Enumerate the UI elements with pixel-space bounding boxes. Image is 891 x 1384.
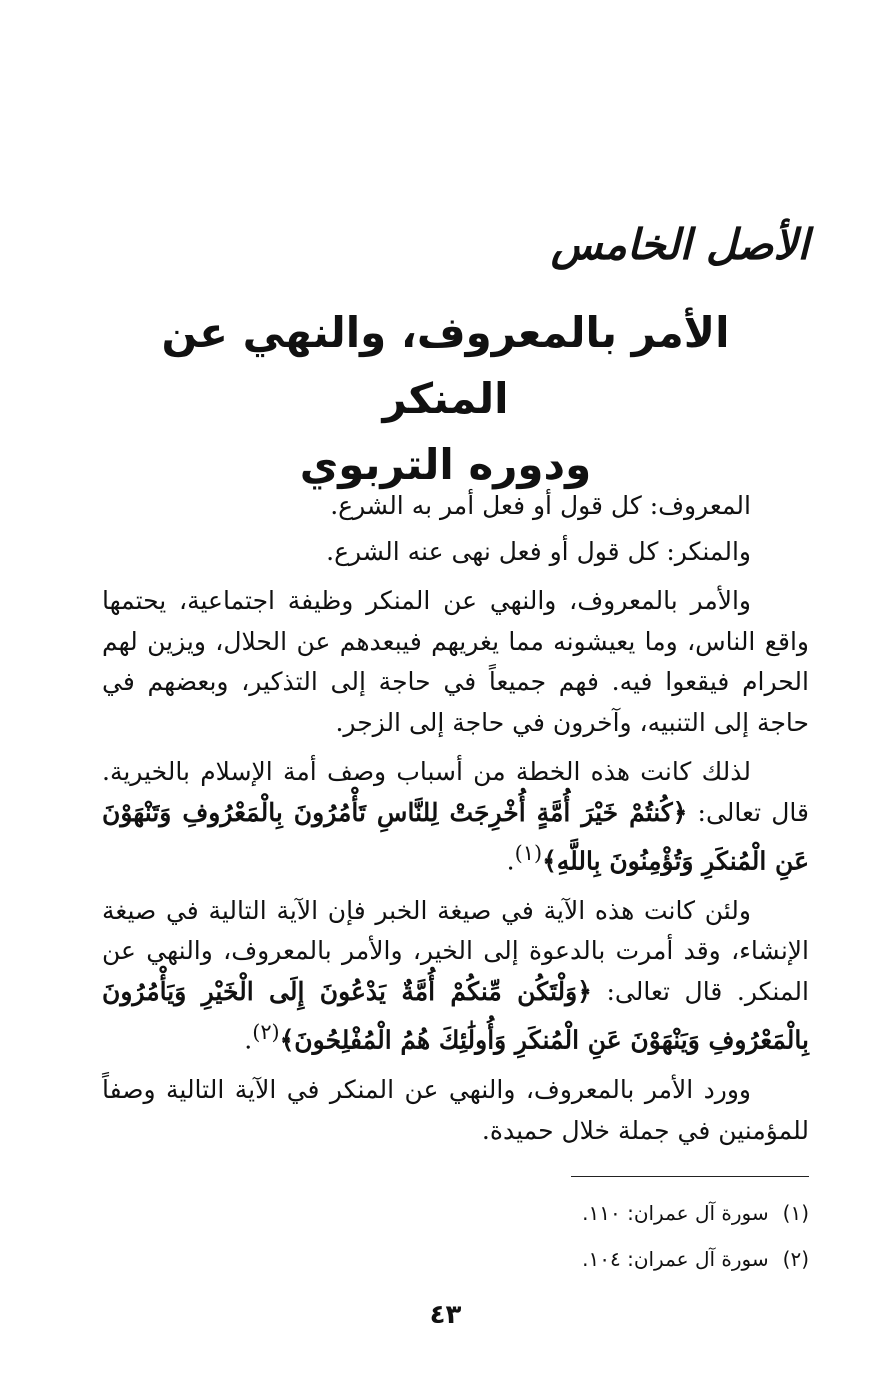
- page-number: ٤٣: [429, 1300, 462, 1330]
- chapter-title: [100, 300, 791, 498]
- paragraph-social-function: والأمر بالمعروف، والنهي عن المنكر وظيفة اجتماعية، يحتمها واقع الناس، وما يعيشونه مما يغريهم فيبعدهم عن الحلال، ويزين لهم الحرام فيقعوا فيه. فهم جميعاً في حاجة إلى التذكير، وبعضهم في حاجة إلى التنبيه، وآخرون في حاجة إلى الزجر.: [102, 586, 809, 737]
- footnote-number: (٢): [782, 1247, 809, 1271]
- footnote-text: سورة آل عمران: ١١٠.: [582, 1201, 769, 1225]
- paragraph-imperative-verse: ولئن كانت هذه الآية في صيغة الخبر فإن الآية التالية في صيغة الإنشاء، وقد أمرت بالدعوة إلى الخير، والأمر بالمعروف، والنهي عن المنكر. قال تعالى: ﴿وَلْتَكُن مِّنكُمْ أُمَّةٌ يَدْعُونَ إِلَى الْخَيْرِ وَيَأْمُرُونَ بِالْمَعْرُوفِ وَيَنْهَوْنَ عَنِ الْمُنكَرِ وَأُولَٰئِكَ هُمُ الْمُفْلِحُونَ﴾$^{(٢)}$.: [102, 895, 809, 1055]
- footnote-ref-1: (١): [514, 841, 543, 865]
- quran-verse-2: ﴿وَلْتَكُن مِّنكُمْ أُمَّةٌ يَدْعُونَ إِلَى الْخَيْرِ وَيَأْمُرُونَ بِالْمَعْرُوفِ وَيَنْهَوْنَ عَنِ الْمُنكَرِ وَأُولَٰئِكَ هُمُ الْمُفْلِحُونَ﴾: [102, 976, 809, 1055]
- footnote-text: سورة آل عمران: ١٠٤.: [582, 1247, 769, 1271]
- paragraph-definition-munkar: والمنكر: كل قول أو فعل نهى عنه الشرع.: [326, 536, 751, 566]
- footnote-number: (١): [782, 1201, 809, 1225]
- paragraph-best-nation: لذلك كانت هذه الخطة من أسباب وصف أمة الإسلام بالخيرية. قال تعالى: ﴿كُنتُمْ خَيْرَ أُمَّةٍ أُخْرِجَتْ لِلنَّاسِ تَأْمُرُونَ بِالْمَعْرُوفِ وَتَنْهَوْنَ عَنِ الْمُنكَرِ وَتُؤْمِنُونَ بِاللَّهِ﴾$^{(١)}$.: [102, 757, 809, 876]
- paragraph-definition-maruf: المعروف: كل قول أو فعل أمر به الشرع.: [330, 491, 751, 520]
- chapter-title-line-2: ودوره التربوي: [299, 440, 592, 489]
- footnote-1: [102, 1190, 809, 1236]
- footnote-divider: [571, 1176, 809, 1177]
- paragraph-believers-description: وورد الأمر بالمعروف، والنهي عن المنكر في الآية التالية وصفاً للمؤمنين في جملة خلال حميدة.: [102, 1075, 809, 1145]
- footnotes: [102, 1190, 809, 1282]
- quran-verse-1: ﴿كُنتُمْ خَيْرَ أُمَّةٍ أُخْرِجَتْ لِلنَّاسِ تَأْمُرُونَ بِالْمَعْرُوفِ وَتَنْهَوْنَ عَنِ الْمُنكَرِ وَتُؤْمِنُونَ بِاللَّهِ﴾: [102, 797, 809, 876]
- footnote-2: [102, 1236, 809, 1282]
- section-label: الأصل الخامس: [550, 220, 809, 269]
- chapter-title-line-1: الأمر بالمعروف، والنهي عن المنكر: [161, 308, 730, 423]
- footnote-ref-2: (٢): [252, 1020, 280, 1045]
- body-text: [102, 486, 809, 1160]
